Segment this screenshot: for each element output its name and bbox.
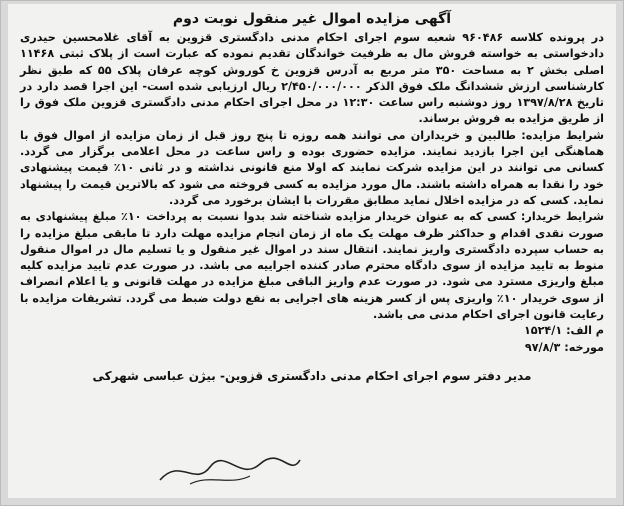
notice-date: مورخه: ۹۷/۸/۳ bbox=[524, 340, 604, 354]
notice-intro: در پرونده کلاسه ۹۶۰۴۸۶ شعبه سوم اجرای احکام مدنی دادگستری قزوین به آقای غلامحسین حیدری دادخواستی به خواسته فروش مال به ظرفیت خواندگان تقدیم نموده که عبارت است از پلاک ثبتی ۱۱۴۶۸ اصلی بخش ۲ به مساحت ۳۵۰ متر مربع به آدرس قزوین خ کوروش کوچه عرفان پلاک ۵۵ که طبق نظر کارشناسی ارزش ششدانگ ملک فوق الذکر ۲/۴۵۰/۰۰۰/۰۰۰ ریال ارزیابی شده است- این اجرا قصد دارد در تاریخ ۱۳۹۷/۸/۲۸ روز دوشنبه راس ساعت ۱۲:۳۰ در محل اجرای احکام مدنی دادگستری قزوین ملک فوق را از طریق مزایده به فروش برساند. bbox=[20, 31, 604, 126]
reference-number: م الف: ۱۵۲۴/۱ bbox=[523, 324, 604, 338]
notice-title: آگهی مزایده اموال غیر منقول نوبت دوم bbox=[172, 11, 452, 27]
buyer-conditions: شرایط خریدار: کسی که به عنوان خریدار مزایده شناخته شد بدوا نسبت به پرداخت ۱۰٪ مبلغ پیشنهادی به صورت نقدی اقدام و حداکثر ظرف مهلت یک ماه از زمان انجام مزایده مهلت دارد تا مابقی مبلغ مزایده را به حساب سپرده دادگستری واریز نمایند. انتقال سند در اموال غیر منقول و یا تسلیم مال در اموال منقول منوط به تایید مزایده از سوی دادگاه محترم صادر کننده اجراییه می باشد. در صورت عدم تایید مزایده کلیه مبلغ واریزی مسترد می شود. در صورت عدم واریز الباقی مبلغ مزایده در مهلت قانونی و یا اعلام انصراف از سوی خریدار ۱۰٪ واریزی پس از کسر هزینه های اجرایی به نفع دولت ضبط می گردد. تشریفات مزایده با رعایت قانون اجرای احکام مدنی می باشد. bbox=[20, 210, 604, 322]
signatory-line: مدیر دفتر سوم اجرای احکام مدنی دادگستری قزوین- بیژن عباسی شهرکی bbox=[92, 368, 532, 383]
auction-conditions: شرایط مزایده: طالبین و خریداران می توانند همه روزه تا پنج روز قبل از زمان مزایده از اموال فوق با هماهنگی این اجرا بازدید نمایند. مزایده حضوری بوده و راس ساعت در محل اعلامی برگزار می گردد. کسانی می توانند در این مزایده شرکت نمایند که اولا منع قانونی نداشته و در ثانی ۱۰٪ قیمت پیشنهادی خود را نقدا به همراه داشته باشند. مال مورد مزایده به کسی فروخته می شود که بالاترین قیمت را پیشنهاد نماید. کسی که در مزایده اخلال نماید مطابق مقررات با ایشان برخورد می گردد. bbox=[20, 128, 605, 207]
notice-clipping bbox=[8, 4, 616, 498]
